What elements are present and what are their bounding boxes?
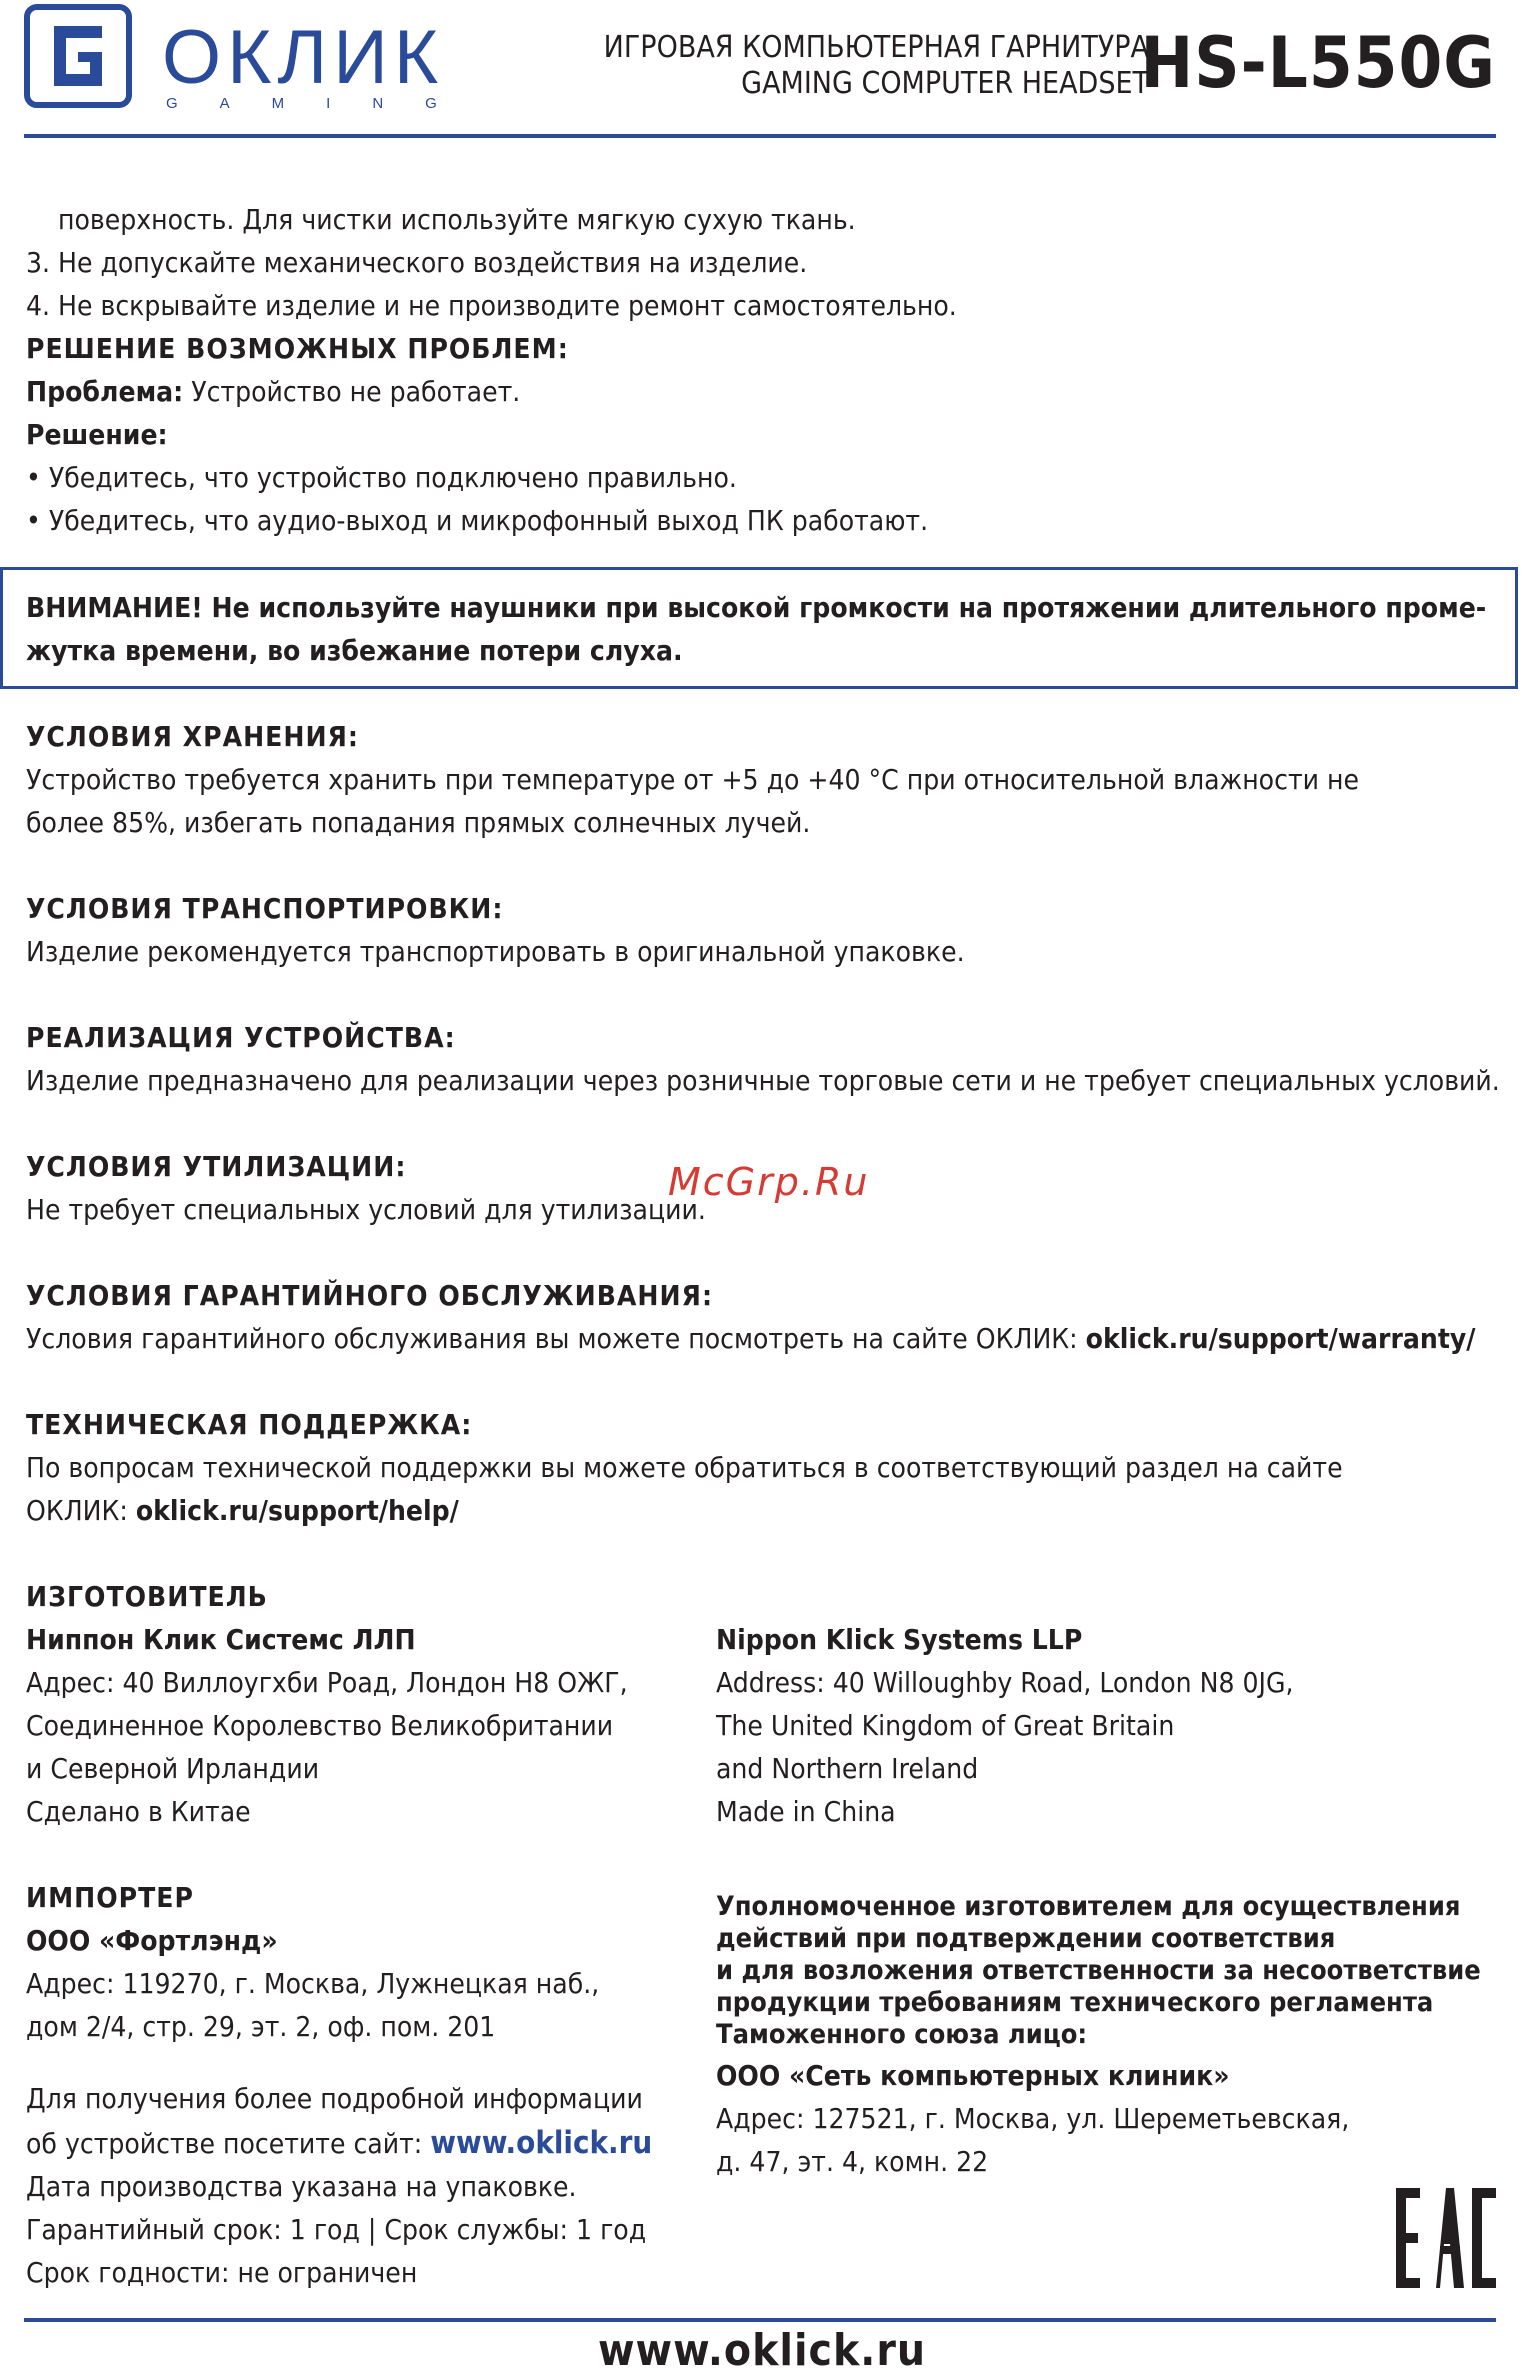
authorized-heading-line: продукции требованиям технического регламента xyxy=(716,1987,1434,2018)
brand-logo-icon xyxy=(24,4,132,108)
header-divider xyxy=(24,134,1496,138)
importer-address: Адрес: 119270, г. Москва, Лужнецкая наб., xyxy=(26,1967,600,2000)
product-type-en: GAMING COMPUTER HEADSET xyxy=(741,66,1149,101)
support-prefix: ОКЛИК: xyxy=(26,1494,136,1527)
manufacturer-address-ru: и Северной Ирландии xyxy=(26,1752,320,1785)
authorized-heading xyxy=(716,1891,1481,2051)
info-prefix: об устройстве посетите сайт: xyxy=(26,2127,431,2160)
watermark: McGrp.Ru xyxy=(668,1160,870,1204)
authorized-heading-line: Таможенного союза лицо: xyxy=(716,2019,1088,2050)
importer-name: ООО «Фортлэнд» xyxy=(26,1924,278,1957)
authorized-address: Адрес: 127521, г. Москва, ул. Шереметьевская, xyxy=(716,2102,1350,2135)
sale-text: Изделие предназначено для реализации через розничные торговые сети и не требует специальных условий. xyxy=(26,1064,1500,1097)
support-heading: ТЕХНИЧЕСКАЯ ПОДДЕРЖКА: xyxy=(26,1408,473,1441)
solution-bullet: • Убедитесь, что аудио-выход и микрофонный выход ПК работают. xyxy=(26,504,929,537)
transport-text: Изделие рекомендуется транспортировать в оригинальной упаковке. xyxy=(26,935,965,968)
footer-divider xyxy=(24,2318,1496,2322)
model-number: HS-L550G xyxy=(1140,22,1496,104)
production-date-note: Дата производства указана на упаковке. xyxy=(26,2170,577,2203)
eac-mark-icon xyxy=(1394,2186,1498,2290)
manufacturer-heading: ИЗГОТОВИТЕЛЬ xyxy=(26,1580,268,1613)
care-line-3: 4. Не вскрывайте изделие и не производите ремонт самостоятельно. xyxy=(26,289,957,322)
manufacturer-address-ru: Соединенное Королевство Великобритании xyxy=(26,1709,614,1742)
shelf-life: Срок годности: не ограничен xyxy=(26,2256,418,2289)
disposal-heading: УСЛОВИЯ УТИЛИЗАЦИИ: xyxy=(26,1150,407,1183)
footer-website-link[interactable]: www.oklick.ru xyxy=(597,2325,927,2376)
warranty-text: Условия гарантийного обслуживания вы можете посмотреть на сайте ОКЛИК: xyxy=(26,1322,1086,1355)
disposal-text: Не требует специальных условий для утилизации. xyxy=(26,1193,706,1226)
manufacturer-origin-ru: Сделано в Китае xyxy=(26,1795,251,1828)
info-site-link[interactable]: www.oklick.ru xyxy=(430,2125,653,2161)
manufacturer-name-ru: Ниппон Клик Системс ЛЛП xyxy=(26,1623,416,1656)
warning-line-1 xyxy=(26,586,1486,629)
problem-line xyxy=(26,370,520,413)
authorized-heading-line: и для возложения ответственности за несоответствие xyxy=(716,1955,1481,1986)
authorized-address: д. 47, эт. 4, комн. 22 xyxy=(716,2145,989,2178)
care-line-1: поверхность. Для чистки используйте мягкую сухую ткань. xyxy=(58,203,856,236)
brand-subtitle: GAMING xyxy=(166,95,479,112)
storage-line-1: Устройство требуется хранить при температуре от +5 до +40 °С при относительной влажности не xyxy=(26,763,1359,796)
importer-address: дом 2/4, стр. 29, эт. 2, оф. пом. 201 xyxy=(26,2010,496,2043)
transport-heading: УСЛОВИЯ ТРАНСПОРТИРОВКИ: xyxy=(26,892,504,925)
support-line-2 xyxy=(26,1489,459,1532)
support-link[interactable]: oklick.ru/support/help/ xyxy=(135,1494,459,1527)
warranty-link[interactable]: oklick.ru/support/warranty/ xyxy=(1085,1322,1476,1355)
authorized-heading-line: действий при подтверждении соответствия xyxy=(716,1923,1336,1954)
manufacturer-name-en: Nippon Klick Systems LLP xyxy=(716,1623,1083,1656)
info-line-1: Для получения более подробной информации xyxy=(26,2082,643,2115)
sale-heading: РЕАЛИЗАЦИЯ УСТРОЙСТВА: xyxy=(26,1021,456,1054)
problem-text: Устройство не работает. xyxy=(183,375,521,408)
manufacturer-address-ru: Адрес: 40 Виллоугхби Роад, Лондон Н8 ОЖГ, xyxy=(26,1666,628,1699)
warranty-heading: УСЛОВИЯ ГАРАНТИЙНОГО ОБСЛУЖИВАНИЯ: xyxy=(26,1279,714,1312)
info-line-2 xyxy=(26,2122,652,2165)
manufacturer-address-en: and Northern Ireland xyxy=(716,1752,979,1785)
product-type-ru: ИГРОВАЯ КОМПЬЮТЕРНАЯ ГАРНИТУРА xyxy=(603,30,1149,65)
storage-line-2: более 85%, избегать попадания прямых солнечных лучей. xyxy=(26,806,811,839)
authorized-name: ООО «Сеть компьютерных клиник» xyxy=(716,2059,1230,2092)
manufacturer-address-en: The United Kingdom of Great Britain xyxy=(716,1709,1175,1742)
manufacturer-address-en: Address: 40 Willoughby Road, London N8 0JG, xyxy=(716,1666,1294,1699)
importer-heading: ИМПОРТЕР xyxy=(26,1881,194,1914)
warranty-line xyxy=(26,1317,1475,1360)
warning-label: ВНИМАНИЕ! xyxy=(26,591,203,624)
warning-line-2: жутка времени, во избежание потери слуха. xyxy=(26,634,683,667)
warranty-period: Гарантийный срок: 1 год | Срок службы: 1 год xyxy=(26,2213,647,2246)
manufacturer-origin-en: Made in China xyxy=(716,1795,896,1828)
solution-label: Решение: xyxy=(26,418,168,451)
solution-bullet: • Убедитесь, что устройство подключено правильно. xyxy=(26,461,737,494)
authorized-heading-line: Уполномоченное изготовителем для осуществления xyxy=(716,1891,1461,1922)
support-line-1: По вопросам технической поддержки вы можете обратиться в соответствующий раздел на сайте xyxy=(26,1451,1343,1484)
storage-heading: УСЛОВИЯ ХРАНЕНИЯ: xyxy=(26,720,359,753)
problem-label: Проблема: xyxy=(26,375,184,408)
brand-name: ОКЛИК xyxy=(162,15,445,100)
troubleshooting-heading: РЕШЕНИЕ ВОЗМОЖНЫХ ПРОБЛЕМ: xyxy=(26,332,569,365)
warning-text: Не используйте наушники при высокой громкости на протяжении длительного проме- xyxy=(202,591,1487,624)
care-line-2: 3. Не допускайте механического воздействия на изделие. xyxy=(26,246,808,279)
